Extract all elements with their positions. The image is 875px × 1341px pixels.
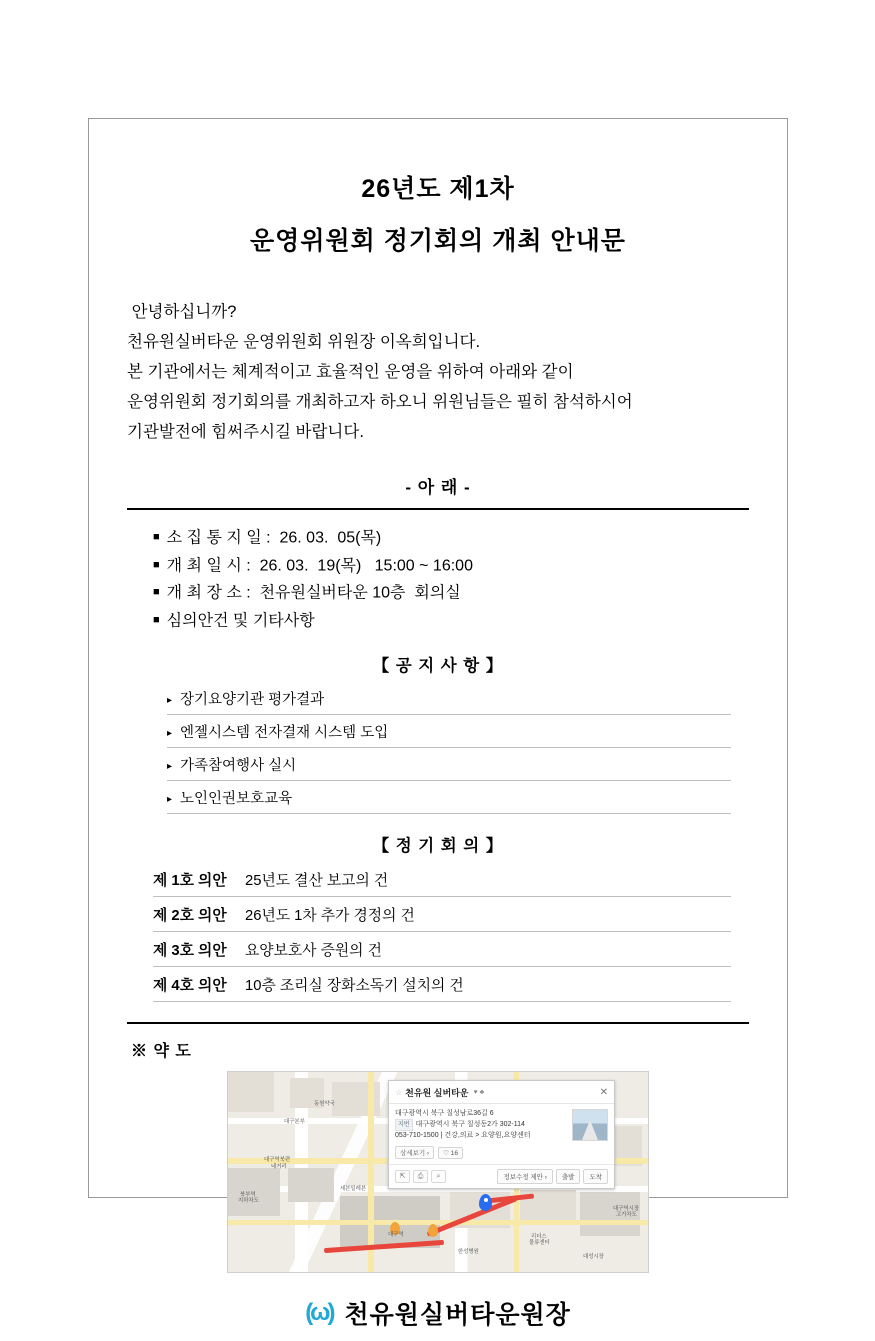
place-thumbnail[interactable] xyxy=(572,1109,608,1141)
like-button[interactable] xyxy=(438,1147,463,1159)
map-label-text: 대구역 xyxy=(388,1232,404,1238)
triangle-bullet-icon: ▸ xyxy=(167,761,173,772)
title-line-1: 26년도 제1차 xyxy=(361,175,515,203)
triangle-bullet-icon: ▸ xyxy=(167,794,173,805)
horizontal-rule-bottom xyxy=(127,1022,749,1024)
star-icon[interactable]: ☆ xyxy=(395,1088,403,1097)
list-item xyxy=(153,862,731,897)
search-icon[interactable]: ⌕ xyxy=(431,1170,446,1183)
map-label-text: 리더스 xyxy=(531,1234,547,1240)
map-road xyxy=(228,1220,648,1225)
detail-button[interactable]: 상세보기 › xyxy=(395,1146,434,1159)
map-image[interactable] xyxy=(227,1071,649,1273)
place-category: 건강,의료 > 요양원,요양센터 xyxy=(444,1132,531,1139)
place-info-card[interactable] xyxy=(388,1080,615,1189)
bullet-text: 소 집 통 지 일 : 26. 03. 05(목) xyxy=(166,529,382,547)
jibun-tag: 지번 xyxy=(395,1119,413,1131)
notice-list xyxy=(167,682,731,814)
map-label-text: 네거리 xyxy=(271,1164,287,1170)
notice-section-heading: 【 공 지 사 항 】 xyxy=(372,657,504,675)
list-item xyxy=(167,748,731,781)
agenda-text: 요양보호사 증원의 건 xyxy=(245,943,382,959)
place-name: 천유원 실버타운 xyxy=(405,1088,469,1098)
card-footer xyxy=(389,1165,614,1188)
agenda-text: 10층 조리실 장화소독기 설치의 건 xyxy=(245,978,464,994)
greeting-line-3: 본 기관에서는 체계적이고 효율적인 운영을 위하여 아래와 같이 xyxy=(127,363,574,381)
bullet-row xyxy=(153,607,749,635)
bullet-row xyxy=(153,552,749,580)
correction-button[interactable]: 정보수정 제안 › xyxy=(497,1169,552,1184)
map-road xyxy=(368,1072,374,1272)
card-header xyxy=(389,1081,614,1104)
map-label-text: 한성병원 xyxy=(458,1249,479,1255)
place-category-sep: | xyxy=(440,1132,445,1139)
card-body xyxy=(389,1104,614,1143)
list-item xyxy=(167,715,731,748)
horizontal-rule-top xyxy=(127,508,749,510)
title-line-2: 운영위원회 정기회의 개최 안내문 xyxy=(250,227,626,255)
card-actions xyxy=(389,1143,614,1165)
list-item xyxy=(167,682,731,715)
like-count: 16 xyxy=(450,1149,458,1157)
map-pin-primary[interactable] xyxy=(479,1194,492,1211)
map-label-text: 대구역북편 xyxy=(264,1157,291,1163)
map-label-text: 북부역 xyxy=(240,1192,256,1198)
map-label-text: 물류센터 xyxy=(529,1240,550,1246)
greeting-paragraph xyxy=(127,297,749,447)
map-label-text: 대구본부 xyxy=(284,1119,305,1125)
place-jibun: 대구광역시 북구 칠성동2가 302-114 xyxy=(415,1121,525,1128)
signature-block xyxy=(127,1295,749,1331)
square-bullet-icon: ■ xyxy=(153,586,160,598)
map-block xyxy=(228,1072,274,1112)
agenda-list xyxy=(153,862,731,1002)
place-badge-icons: ♥ ♣ xyxy=(473,1089,485,1096)
greeting-line-2: 천유원실버타운 운영위원회 위원장 이옥희입니다. xyxy=(127,333,481,351)
map-label-text: 대성시장 xyxy=(583,1254,604,1260)
bullet-row xyxy=(153,579,749,607)
notice-text: 장기요양기관 평가결과 xyxy=(180,692,325,708)
place-jibun-line xyxy=(395,1119,567,1131)
place-phone: 053-710-1500 xyxy=(395,1132,439,1139)
document-inner xyxy=(89,119,787,1341)
bullet-row xyxy=(153,524,749,552)
summary-bullet-list xyxy=(127,524,749,634)
greeting-line-5: 기관발전에 힘써주시길 바랍니다. xyxy=(127,423,364,441)
agenda-text: 26년도 1차 추가 경정의 건 xyxy=(245,908,415,924)
agenda-number: 제 3호 의안 xyxy=(153,943,227,959)
square-bullet-icon: ■ xyxy=(153,531,160,543)
agenda-number: 제 4호 의안 xyxy=(153,978,227,994)
document-page xyxy=(88,118,788,1329)
bullet-text: 개 최 장 소 : 천유원실버타운 10층 회의실 xyxy=(166,584,461,602)
place-phone-line xyxy=(395,1131,567,1141)
share-icon[interactable]: ⇱ xyxy=(395,1170,410,1183)
map-section-label: ※ 약 도 xyxy=(131,1043,192,1060)
map-label-text: 세븐일레븐 xyxy=(340,1186,367,1192)
notice-text: 엔젤시스템 전자결재 시스템 도입 xyxy=(180,725,389,741)
greeting-line-1: 안녕하십니까? xyxy=(127,303,237,321)
notice-text: 노인인권보호교육 xyxy=(180,791,293,807)
bullet-text: 심의안건 및 기타사항 xyxy=(166,612,315,629)
map-block xyxy=(288,1168,334,1202)
organization-logo-icon: (ω) xyxy=(305,1299,333,1326)
arrive-button[interactable]: 도착 xyxy=(583,1169,608,1184)
list-item xyxy=(153,932,731,967)
triangle-bullet-icon: ▸ xyxy=(167,695,173,706)
square-bullet-icon: ■ xyxy=(153,558,160,571)
place-details xyxy=(395,1109,567,1141)
list-item xyxy=(167,781,731,814)
document-title xyxy=(127,169,749,257)
place-address: 대구광역시 북구 칠성남로36길 6 xyxy=(395,1110,494,1117)
close-icon[interactable]: ✕ xyxy=(599,1087,608,1098)
agenda-section-heading: 【 정 기 회 의 】 xyxy=(372,837,504,855)
list-item xyxy=(153,967,731,1002)
map-label-text: 동원약국 xyxy=(314,1101,335,1107)
bullet-text: 개 최 일 시 : 26. 03. 19(목) 15:00 ~ 16:00 xyxy=(166,557,473,574)
print-icon[interactable]: ⎙ xyxy=(413,1170,428,1183)
triangle-bullet-icon: ▸ xyxy=(167,728,173,739)
agenda-number: 제 1호 의안 xyxy=(153,873,227,889)
map-label-text: 대구역시장 xyxy=(613,1206,640,1212)
depart-button[interactable]: 출발 xyxy=(556,1169,581,1184)
list-item xyxy=(153,897,731,932)
heart-icon: ♡ xyxy=(443,1149,449,1157)
signature-text: 천유원실버타운원장 xyxy=(344,1301,571,1329)
notice-text: 가족참여행사 실시 xyxy=(180,758,297,774)
arae-divider-label: - 아 래 - xyxy=(405,478,471,497)
square-bullet-icon: ■ xyxy=(153,613,160,626)
map-pin-secondary[interactable] xyxy=(428,1224,438,1237)
agenda-number: 제 2호 의안 xyxy=(153,908,227,924)
map-label-text: 지하차도 xyxy=(238,1198,259,1204)
agenda-text: 25년도 결산 보고의 건 xyxy=(245,873,389,889)
greeting-line-4: 운영위원회 정기회의를 개최하고자 하오니 위원님들은 필히 참석하시어 xyxy=(127,393,633,411)
map-label-text: 고가차도 xyxy=(616,1212,637,1218)
